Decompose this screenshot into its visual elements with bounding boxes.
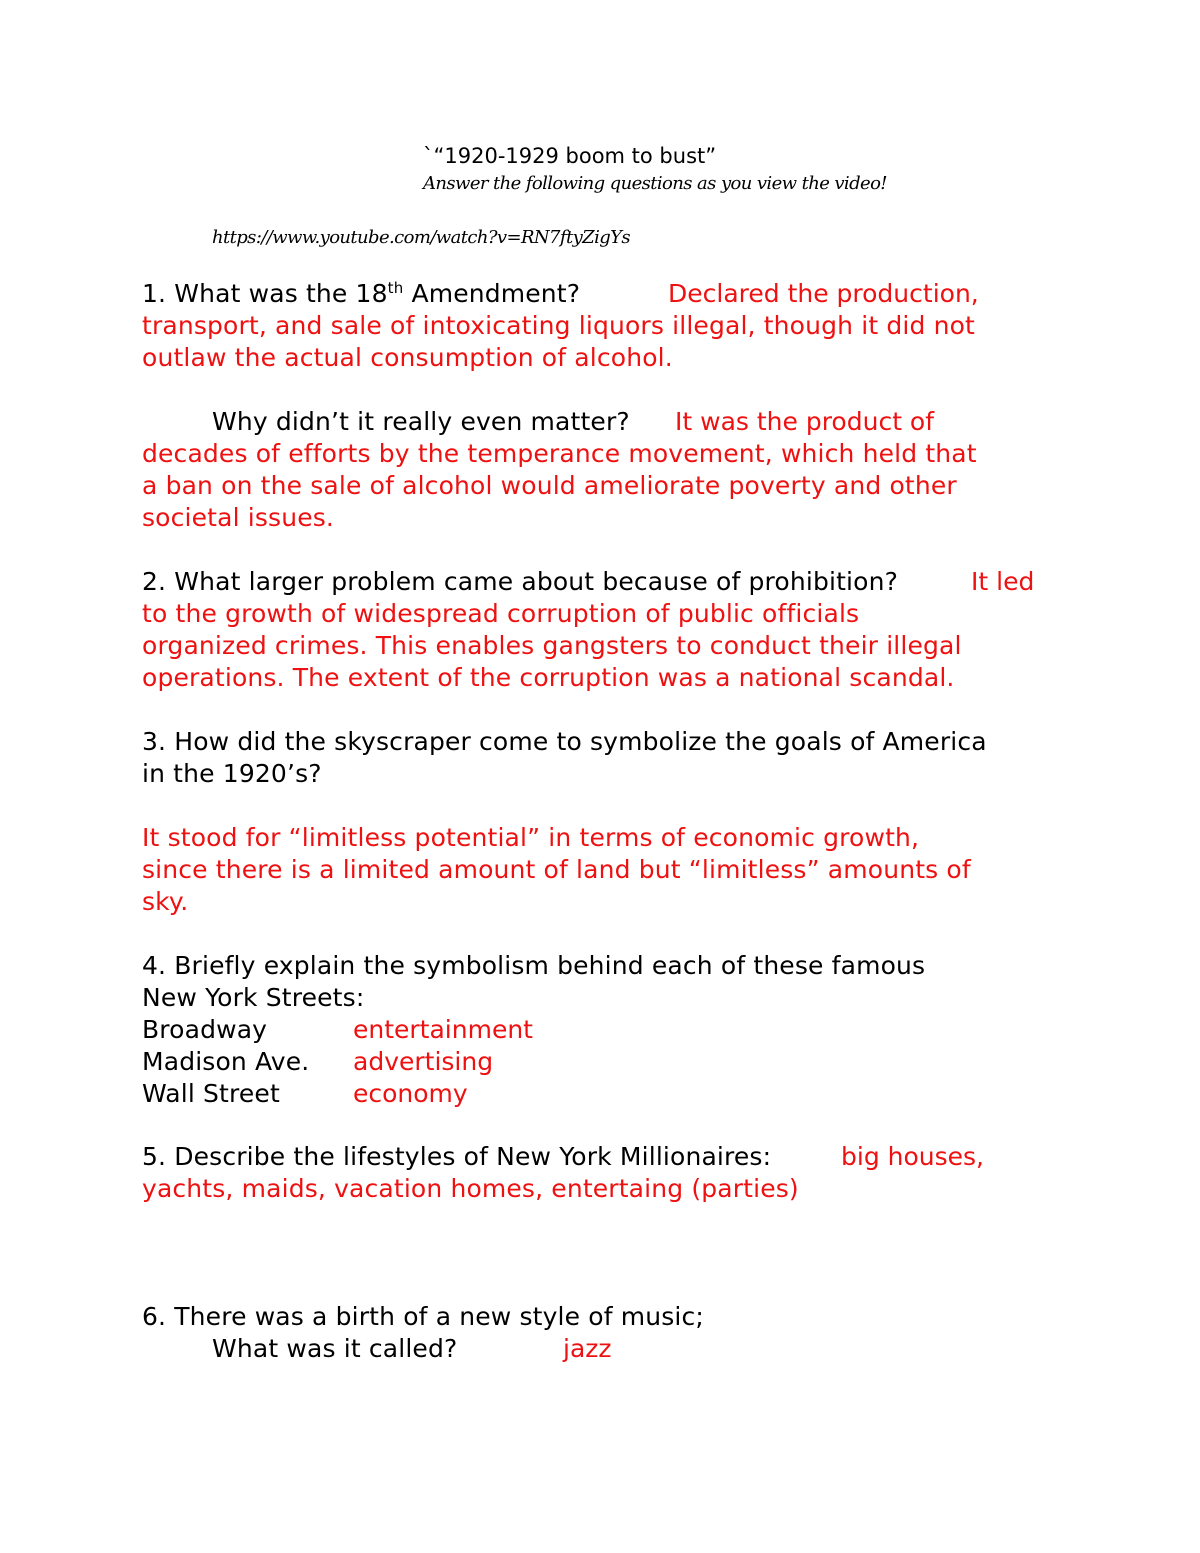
q6-question-line-1: 6. There was a birth of a new style of music; bbox=[142, 1302, 704, 1331]
q6-question-line-2: What was it called? bbox=[212, 1334, 458, 1363]
q3-answer-line-3: sky. bbox=[142, 887, 189, 916]
q1-line-1 bbox=[142, 278, 580, 310]
street-answer-wall-street: economy bbox=[353, 1079, 468, 1108]
q2-question: 2. What larger problem came about because of prohibition? bbox=[142, 567, 898, 596]
q1-subanswer-line-2: decades of efforts by the temperance movement, which held that bbox=[142, 439, 977, 468]
worksheet-title: `“1920-1929 boom to bust” bbox=[423, 144, 717, 168]
q1-suffix: Amendment? bbox=[403, 279, 581, 308]
street-name-wall-street: Wall Street bbox=[142, 1079, 280, 1108]
video-url[interactable]: https://www.youtube.com/watch?v=RN7ftyZigYs bbox=[212, 227, 631, 248]
q2-answer-line-3: organized crimes. This enables gangsters to conduct their illegal bbox=[142, 631, 962, 660]
street-name-broadway: Broadway bbox=[142, 1015, 268, 1044]
q3-answer-line-2: since there is a limited amount of land but “limitless” amounts of bbox=[142, 855, 971, 884]
q2-answer-line-4: operations. The extent of the corruption was a national scandal. bbox=[142, 663, 955, 692]
q1-subquestion: Why didn’t it really even matter? bbox=[212, 407, 630, 436]
q3-answer-line-1: It stood for “limitless potential” in terms of economic growth, bbox=[142, 823, 920, 852]
street-answer-broadway: entertainment bbox=[353, 1015, 533, 1044]
q1-sup: th bbox=[387, 279, 404, 297]
q5-answer-line-1: big houses, bbox=[841, 1142, 984, 1171]
q1-subanswer-line-3: a ban on the sale of alcohol would ameliorate poverty and other bbox=[142, 471, 957, 500]
q1-prefix: 1. What was the 18 bbox=[142, 279, 388, 308]
q1-answer-line-2: transport, and sale of intoxicating liquors illegal, though it did not bbox=[142, 311, 975, 340]
street-name-madison: Madison Ave. bbox=[142, 1047, 310, 1076]
q5-answer-line-2: yachts, maids, vacation homes, entertaing (parties) bbox=[142, 1174, 799, 1203]
q6-answer: jazz bbox=[563, 1334, 612, 1363]
street-answer-madison: advertising bbox=[353, 1047, 494, 1076]
q5-question: 5. Describe the lifestyles of New York Millionaires: bbox=[142, 1142, 772, 1171]
q1-subanswer-line-4: societal issues. bbox=[142, 503, 334, 532]
q2-answer-line-1: It led bbox=[971, 567, 1035, 596]
q3-question-line-1: 3. How did the skyscraper come to symbolize the goals of America bbox=[142, 727, 987, 756]
q1-subanswer-line-1: It was the product of bbox=[675, 407, 935, 436]
q4-question-line-2: New York Streets: bbox=[142, 983, 365, 1012]
q1-answer-line-3: outlaw the actual consumption of alcohol. bbox=[142, 343, 673, 372]
q1-answer-line-1: Declared the production, bbox=[668, 279, 979, 308]
worksheet-subtitle: Answer the following questions as you view the video! bbox=[423, 173, 887, 194]
q2-answer-line-2: to the growth of widespread corruption of public officials bbox=[142, 599, 860, 628]
q4-question-line-1: 4. Briefly explain the symbolism behind each of these famous bbox=[142, 951, 926, 980]
q3-question-line-2: in the 1920’s? bbox=[142, 759, 322, 788]
